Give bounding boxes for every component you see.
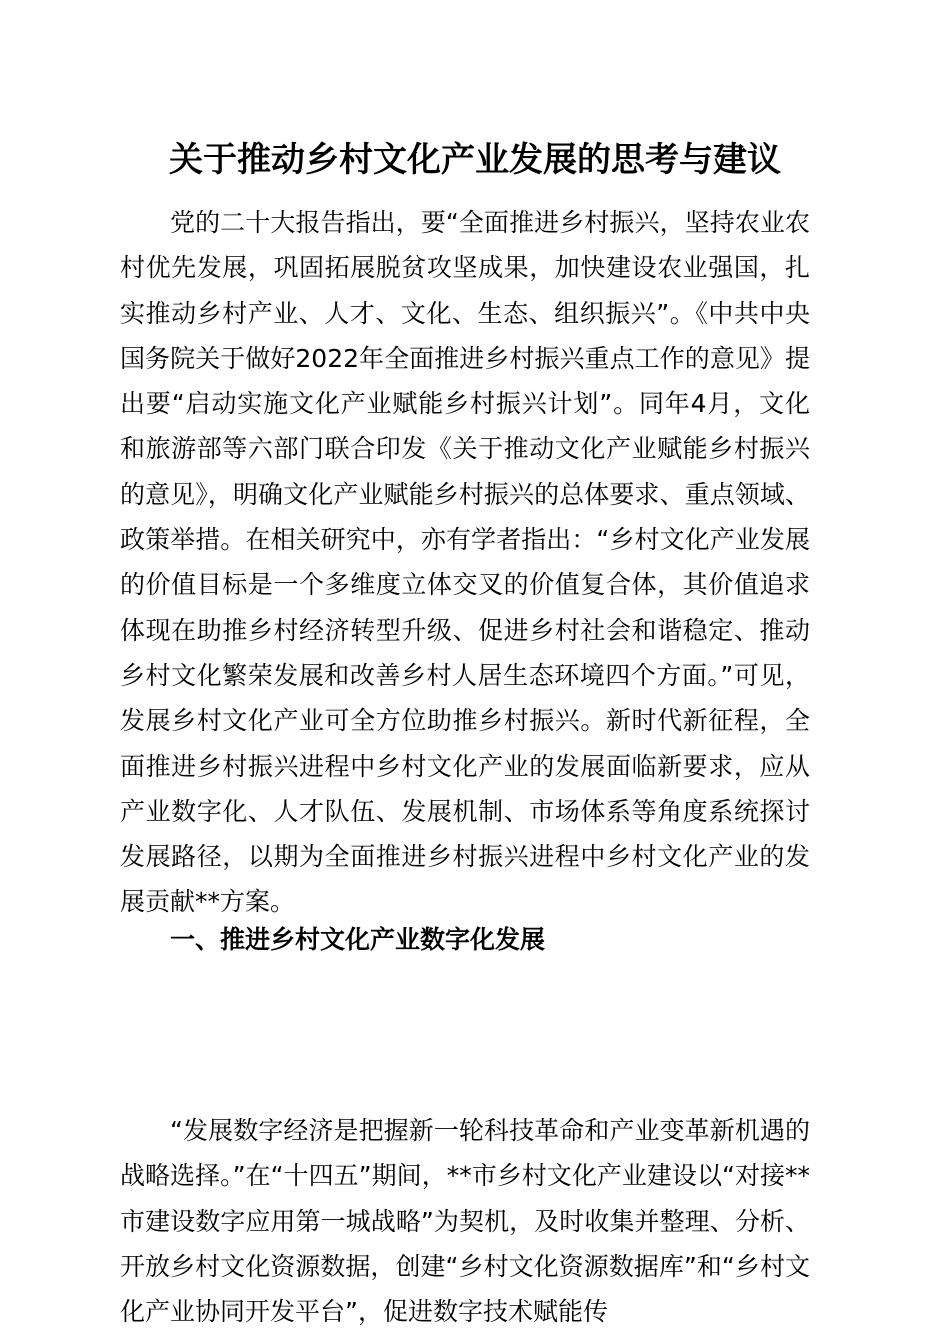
- document-title: 关于推动乡村文化产业发展的思考与建议: [169, 140, 781, 180]
- section-heading: 一、推进乡村文化产业数字化发展: [170, 925, 546, 954]
- intro-paragraph: 党的二十大报告指出，要“全面推进乡村振兴，坚持农业农村优先发展，巩固拓展脱贫攻坚成果，加快建设农业强国，扎实推动乡村产业、人才、文化、生态、组织振兴”。《中共中央国务院关于做好2022年全面推进乡村振兴重点工作的意见》提出要“启动实施文化产业赋能乡村振兴计划”。同年4月，文化和旅游部等六部门联合印发《关于推动文化产业赋能乡村振兴的意见》，明确文化产业赋能乡村振兴的总体要求、重点领域、政策举措。在相关研究中，亦有学者指出：“乡村文化产业发展的价值目标是一个多维度立体交叉的价值复合体，其价值追求体现在助推乡村经济转型升级、促进乡村社会和谐稳定、推动乡村文化繁荣发展和改善乡村人居生态环境四个方面。”可见，发展乡村文化产业可全方位助推乡村振兴。新时代新征程，全面推进乡村振兴进程中乡村文化产业的发展面临新要求，应从产业数字化、人才队伍、发展机制、市场体系等角度系统探讨发展路径，以期为全面推进乡村振兴进程中乡村文化产业的发展贡献**方案。: [120, 208, 810, 917]
- section-1-paragraph: “发展数字经济是把握新一轮科技革命和产业变革新机遇的战略选择。”在“十四五”期间，**市乡村文化产业建设以“对接**市建设数字应用第一城战略”为契机，及时收集并整理、分析、开放乡村文化资源数据，创建“乡村文化资源数据库”和“乡村文化产业协同开发平台”，促进数字技术赋能传: [120, 1116, 810, 1327]
